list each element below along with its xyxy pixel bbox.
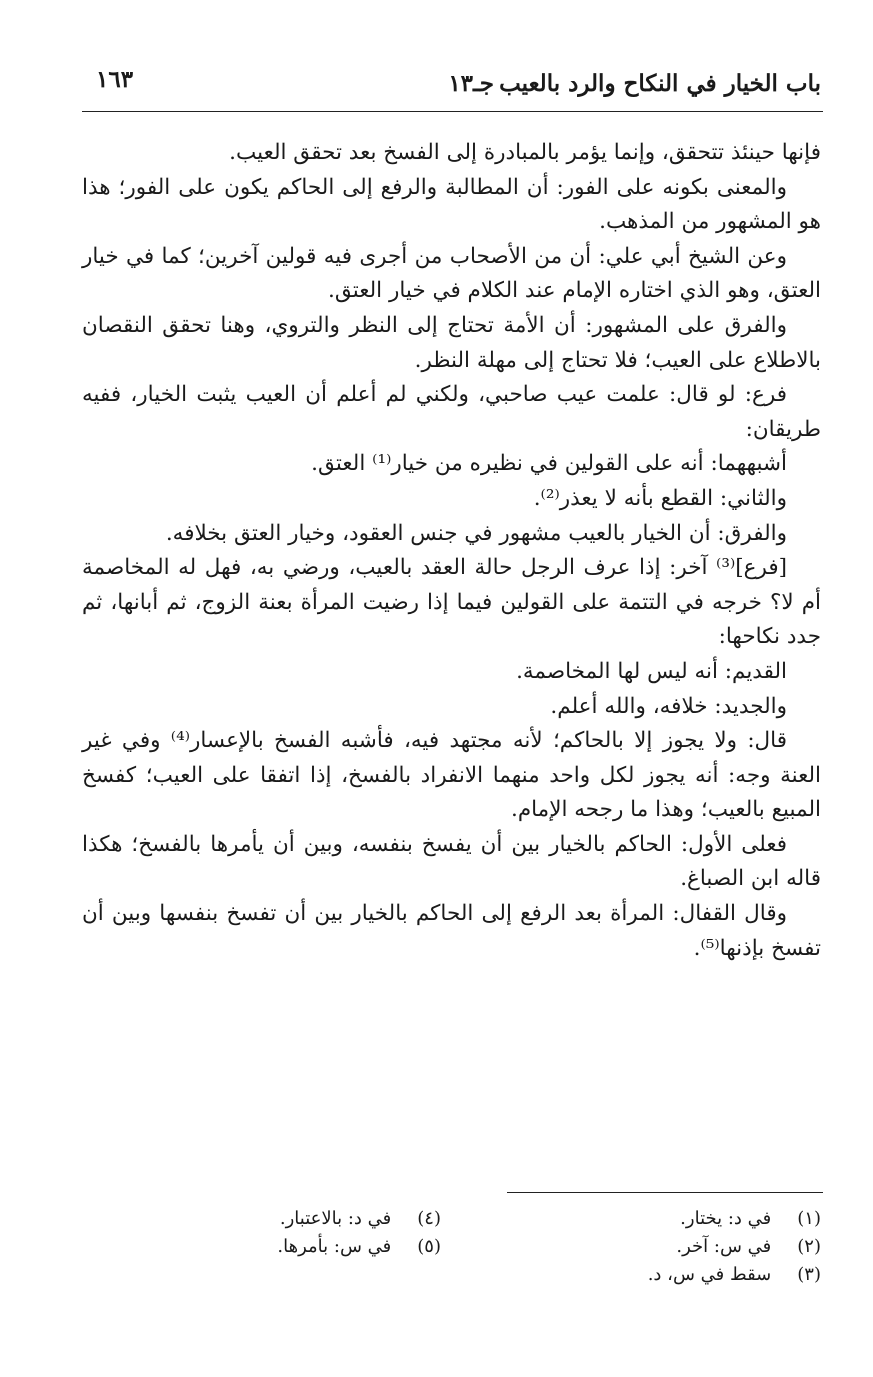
paragraph: القديم: أنه ليس لها المخاصمة.	[516, 658, 787, 684]
paragraph: أشبههما: أنه على القولين في نظيره من خيار⁽¹⁾ العتق.	[311, 451, 787, 477]
footnote	[161, 1233, 441, 1261]
paragraph: والجديد: خلافه، والله أعلم.	[550, 693, 787, 719]
paragraph: والفرق على المشهور: أن الأمة تحتاج إلى النظر والتروي، وهنا تحقق النقصان بالاطلاع على العيب؛ فلا تحتاج إلى مهلة النظر.	[82, 312, 821, 373]
footnote-text: في س: بأمرها.	[277, 1236, 392, 1257]
footnote	[521, 1261, 821, 1289]
footnote-number: (٥)	[417, 1236, 441, 1257]
header-rule	[82, 111, 823, 112]
footnote-text: سقط في س، د.	[647, 1264, 772, 1285]
paragraph: وعن الشيخ أبي علي: أن من الأصحاب من أجرى فيه قولين آخرين؛ كما في خيار العتق، وهو الذي اختاره الإمام عند الكلام في خيار العتق.	[82, 243, 821, 304]
paragraph: فإنها حينئذ تتحقق، وإنما يؤمر بالمبادرة إلى الفسخ بعد تحقق العيب.	[229, 140, 821, 165]
page-number: ١٦٣	[96, 66, 134, 93]
footnote-number: (٢)	[797, 1236, 821, 1257]
paragraph: والمعنى بكونه على الفور: أن المطالبة والرفع إلى الحاكم يكون على الفور؛ هذا هو المشهور من المذهب.	[82, 174, 821, 235]
footnote-text: في س: آخر.	[676, 1236, 772, 1257]
paragraph: وقال القفال: المرأة بعد الرفع إلى الحاكم بالخيار بين أن تفسخ بنفسها وبين أن تفسخ بإذنها⁽⁵⁾.	[82, 901, 821, 961]
footnote	[521, 1233, 821, 1261]
volume-label: جـ١٣	[448, 70, 494, 97]
footnote-separator	[507, 1192, 823, 1193]
footnote-text: في د: يختار.	[680, 1208, 772, 1229]
footnote-column-right	[521, 1205, 821, 1289]
footnote	[521, 1205, 821, 1233]
paragraph: فعلى الأول: الحاكم بالخيار بين أن يفسخ بنفسه، وبين أن يأمرها بالفسخ؛ هكذا قاله ابن الصباغ.	[82, 831, 821, 892]
paragraph: فرع: لو قال: علمت عيب صاحبي، ولكني لم أعلم أن العيب يثبت الخيار، ففيه طريقان:	[82, 382, 821, 442]
chapter-title: باب الخيار في النكاح والرد بالعيب	[499, 70, 821, 97]
running-header	[82, 64, 821, 106]
footnote-text: في د: بالاعتبار.	[279, 1208, 392, 1229]
footnote-column-left	[161, 1205, 441, 1261]
paragraph: قال: ولا يجوز إلا بالحاكم؛ لأنه مجتهد فيه، فأشبه الفسخ بالإعسار⁽⁴⁾ وفي غير العنة وجه: أنه يجوز لكل واحد منهما الانفراد بالفسخ، إذا اتفقا على العيب؛ كفسخ المبيع بالعيب؛ وهذا ما رجحه الإمام.	[82, 728, 821, 823]
paragraph: والفرق: أن الخيار بالعيب مشهور في جنس العقود، وخيار العتق بخلافه.	[165, 520, 787, 546]
footnote-number: (٣)	[797, 1264, 821, 1285]
main-text	[82, 136, 821, 966]
footnote-number: (٤)	[417, 1208, 441, 1229]
footnote-number: (١)	[797, 1208, 821, 1229]
paragraph: والثاني: القطع بأنه لا يعذر⁽²⁾.	[533, 485, 787, 511]
paragraph: [فرع]⁽³⁾ آخر: إذا عرف الرجل حالة العقد بالعيب، ورضي به، فهل له المخاصمة أم لا؟ خرجه في التتمة على القولين فيما إذا رضيت المرأة بعنة الزوج، ثم أبانها، ثم جدد نكاحها:	[82, 555, 821, 650]
footnote	[161, 1205, 441, 1233]
